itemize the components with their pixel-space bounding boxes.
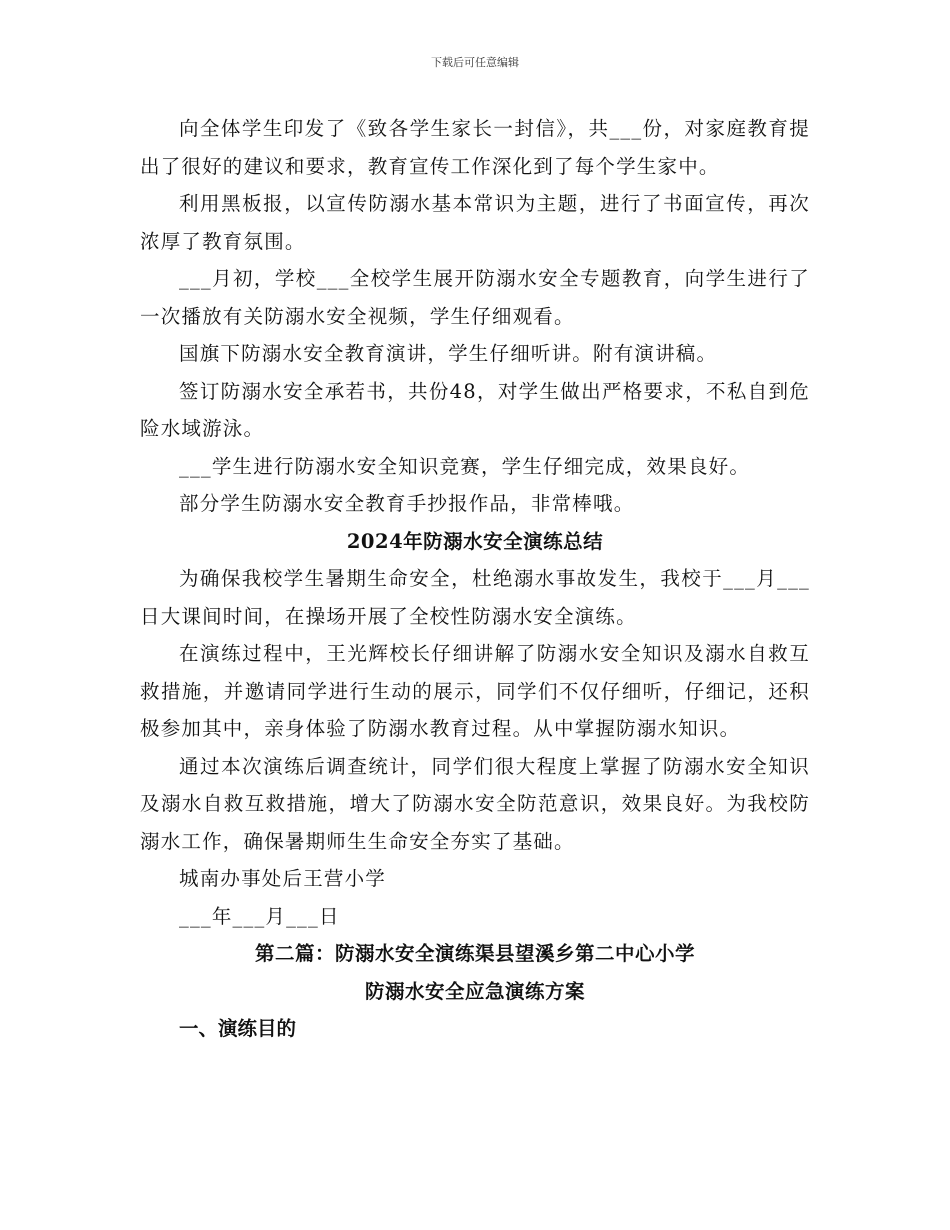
chapter-title: 第二篇：防溺水安全演练渠县望溪乡第二中心小学 xyxy=(254,942,695,965)
chapter-subtitle: 防溺水安全应急演练方案 xyxy=(364,979,585,1003)
signature: 城南办事处后王营小学 xyxy=(179,867,387,890)
paragraph: 在演练过程中，王光辉校长仔细讲解了防溺水安全知识及溺水自救互救措施，并邀请同学进行生动的展示，同学们不仅仔细听，仔细记，还积极参加其中，亲身体验了防溺水教育过程。从中掌握防溺水知识。 xyxy=(140,642,810,740)
paragraph: 通过本次演练后调查统计，同学们很大程度上掌握了防溺水安全知识及溺水自救互救措施，增大了防溺水安全防范意识，效果良好。为我校防溺水工作，确保暑期师生生命安全夯实了基础。 xyxy=(140,754,810,853)
paragraph: 签订防溺水安全承若书，共份48，对学生做出严格要求，不私自到危险水域游泳。 xyxy=(140,379,810,440)
date-line: ___年___月___日 xyxy=(179,904,340,928)
section-heading: 一、演练目的 xyxy=(179,1017,297,1040)
section-title: 2024年防溺水安全演练总结 xyxy=(346,529,604,553)
paragraph: 国旗下防溺水安全教育演讲，学生仔细听讲。附有演讲稿。 xyxy=(179,342,718,365)
paragraph: 部分学生防溺水安全教育手抄报作品，非常棒哦。 xyxy=(179,492,635,515)
paragraph: 利用黑板报，以宣传防溺水基本常识为主题，进行了书面宣传，再次浓厚了教育氛围。 xyxy=(140,192,810,253)
paragraph: ___月初，学校___全校学生展开防溺水安全专题教育，向学生进行了一次播放有关防溺水安全视频，学生仔细观看。 xyxy=(140,267,810,328)
paragraph: ___学生进行防溺水安全知识竞赛，学生仔细完成，效果良好。 xyxy=(179,454,751,478)
document-body xyxy=(140,110,810,1048)
paragraph: 向全体学生印发了《致各学生家长一封信》，共___份，对家庭教育提出了很好的建议和要求，教育宣传工作深化到了每个学生家中。 xyxy=(140,117,810,178)
page-header: 下载后可任意编辑 xyxy=(431,56,519,69)
paragraph: 为确保我校学生暑期生命安全，杜绝溺水事故发生，我校于___月___日大课间时间，在操场开展了全校性防溺水安全演练。 xyxy=(140,567,810,628)
